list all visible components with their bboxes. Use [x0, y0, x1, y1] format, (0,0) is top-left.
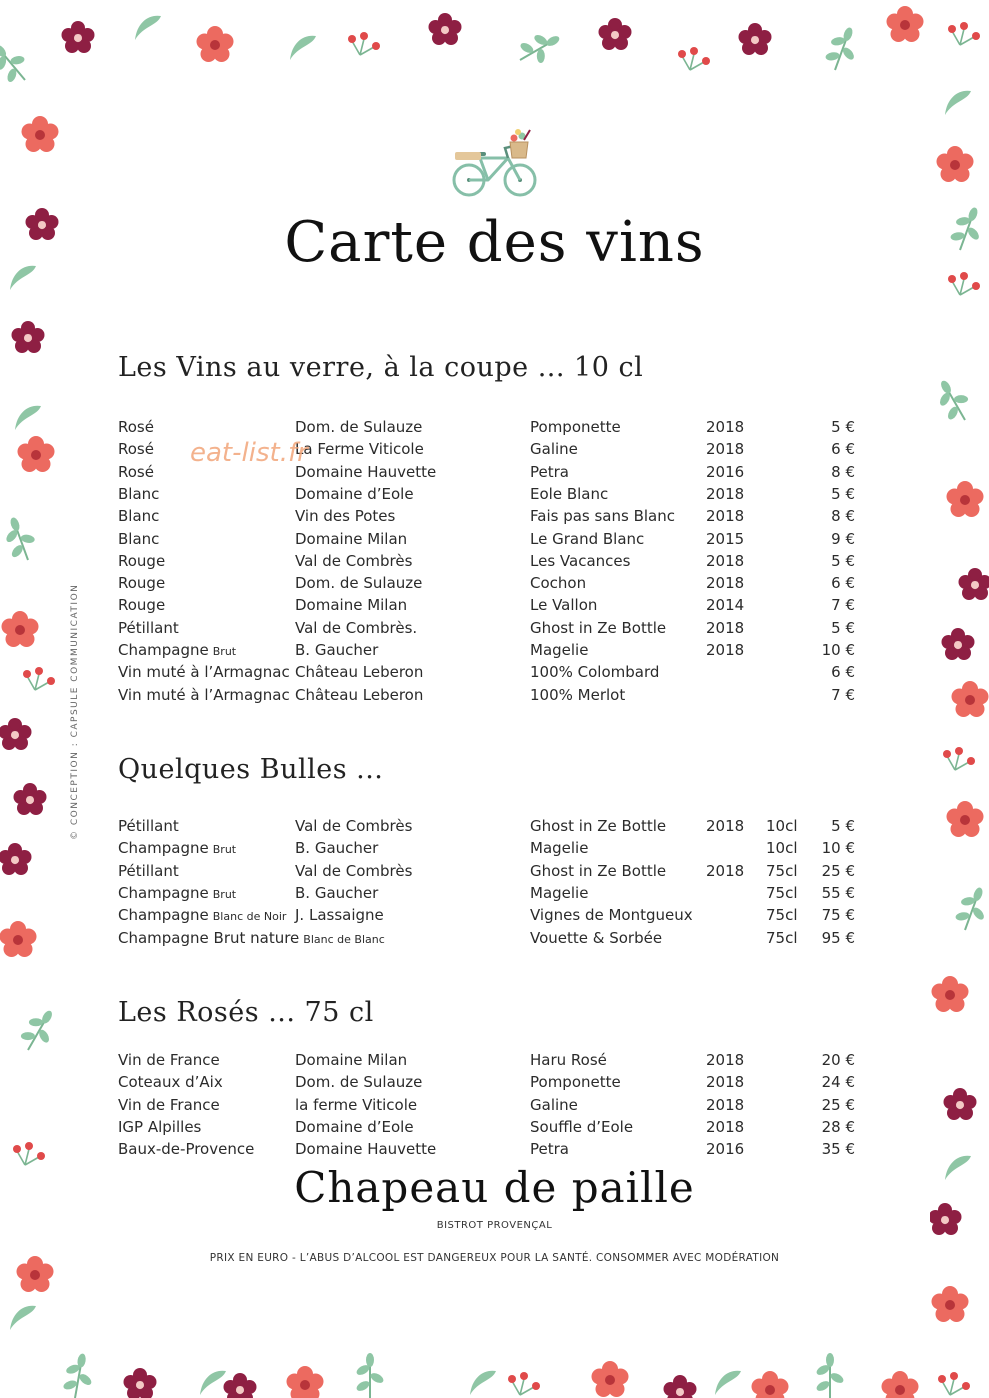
wine-price: 6 € [831, 663, 855, 682]
wine-cuvee: Galine [530, 1095, 578, 1114]
wine-type [118, 596, 165, 614]
wine-cuvee: Petra [530, 462, 569, 481]
wine-cuvee: Vignes de Montgueux [530, 906, 693, 925]
wine-type-label: Pétillant [118, 861, 179, 880]
wine-type-label: Rosé [118, 440, 154, 459]
wine-type [118, 1118, 201, 1136]
wine-row [0, 552, 989, 574]
wine-type-label: Champagne [118, 906, 209, 925]
wine-type [118, 686, 290, 704]
wine-price: 9 € [831, 529, 855, 548]
wine-type-label: Rouge [118, 551, 166, 570]
wine-domain: B. Gaucher [295, 883, 379, 902]
wine-type-label: Rouge [118, 596, 166, 615]
wine-row [0, 463, 989, 485]
wine-type [118, 619, 179, 637]
wine-domain: J. Lassaigne [295, 906, 384, 925]
wine-cuvee: 100% Colombard [530, 663, 660, 682]
wine-cuvee: Fais pas sans Blanc [530, 507, 675, 526]
wine-type-label: Vin muté à l’Armagnac [118, 663, 290, 682]
wine-price: 10 € [821, 641, 855, 659]
wine-cuvee: 100% Merlot [530, 685, 626, 704]
wine-domain: Dom. de Sulauze [295, 1073, 423, 1092]
page-title: Carte des vins [284, 210, 705, 275]
wine-cuvee: Les Vacances [530, 551, 631, 570]
wine-price: 24 € [821, 1073, 855, 1092]
wine-cuvee: Magelie [530, 641, 589, 659]
wine-domain: Domaine Hauvette [295, 462, 437, 481]
wine-cuvee: Pomponette [530, 418, 621, 436]
wine-price: 55 € [821, 883, 855, 902]
wine-price: 8 € [831, 507, 855, 526]
wine-row [0, 1140, 989, 1162]
wine-type-label: Vin de France [118, 1095, 220, 1114]
wine-year: 2014 [706, 596, 745, 615]
wine-year: 2018 [706, 440, 745, 459]
wine-type-label: IGP Alpilles [118, 1117, 202, 1136]
wine-domain: la ferme Viticole [295, 1095, 418, 1114]
wine-year: 2018 [706, 817, 745, 835]
wine-price: 5 € [831, 551, 855, 570]
wine-type [118, 817, 179, 835]
wine-domain: Château Leberon [295, 663, 424, 682]
wine-domain: Dom. de Sulauze [295, 574, 423, 593]
wine-type-label: Rosé [118, 462, 154, 481]
wine-type [118, 574, 165, 592]
wine-row [0, 1051, 989, 1073]
wine-row [0, 485, 989, 507]
bicycle-illustration [450, 128, 540, 203]
wine-price: 10 € [821, 839, 855, 858]
wine-type [118, 463, 154, 481]
wine-year: 2018 [706, 484, 745, 503]
wine-cuvee: Souffle d’Eole [530, 1117, 634, 1136]
wine-cuvee: Vouette & Sorbée [530, 928, 663, 947]
wine-row [0, 507, 989, 529]
section-title: Quelques Bulles ... [118, 754, 384, 785]
wine-row [0, 596, 989, 618]
wine-row [0, 641, 989, 663]
wine-domain: La Ferme Viticole [295, 440, 424, 459]
wine-type [118, 929, 385, 947]
wine-domain: Domaine d’Eole [295, 1117, 414, 1136]
wine-year: 2018 [706, 418, 745, 436]
wine-year: 2018 [706, 618, 745, 637]
wine-type [118, 906, 286, 924]
wine-price: 5 € [831, 618, 855, 637]
wine-price: 25 € [821, 861, 855, 880]
wine-type-label: Champagne [118, 839, 209, 858]
wine-type [118, 1073, 223, 1091]
wine-year: 2018 [706, 861, 745, 880]
wine-row [0, 906, 989, 928]
wine-volume: 75cl [766, 861, 798, 880]
wine-row [0, 929, 989, 951]
wine-price: 5 € [831, 817, 855, 835]
wine-type [118, 485, 159, 503]
wine-price: 95 € [821, 928, 855, 947]
wine-cuvee: Pomponette [530, 1073, 621, 1092]
wine-domain: Domaine Milan [295, 596, 408, 615]
wine-cuvee: Le Vallon [530, 596, 598, 615]
wine-domain: Domaine Milan [295, 1051, 408, 1069]
design-credit: © CONCEPTION : CAPSULE COMMUNICATION [70, 583, 80, 840]
wine-type-label: Champagne Brut nature [118, 928, 300, 947]
wine-type [118, 884, 236, 902]
wine-type-note: Brut [212, 645, 237, 658]
wine-type-note: Blanc de Blanc [303, 932, 385, 946]
wine-cuvee: Le Grand Blanc [530, 529, 645, 548]
wine-type [118, 1051, 220, 1069]
wine-row [0, 530, 989, 552]
wine-volume: 10cl [766, 839, 798, 858]
wine-domain: Val de Combrès [295, 551, 413, 570]
wine-row [0, 663, 989, 685]
wine-row [0, 884, 989, 906]
wine-type-label: Pétillant [118, 817, 179, 835]
wine-domain: B. Gaucher [295, 641, 379, 659]
wine-year: 2018 [706, 551, 745, 570]
wine-year: 2018 [706, 574, 745, 593]
wine-type [118, 440, 154, 458]
wine-row [0, 619, 989, 641]
wine-price: 35 € [821, 1140, 855, 1159]
wine-price: 28 € [821, 1117, 855, 1136]
wine-volume: 75cl [766, 906, 798, 925]
wine-cuvee: Ghost in Ze Bottle [530, 618, 667, 637]
wine-type-label: Pétillant [118, 618, 179, 637]
wine-domain: Dom. de Sulauze [295, 418, 423, 436]
wine-price: 7 € [831, 685, 855, 704]
wine-row [0, 574, 989, 596]
wine-row [0, 1096, 989, 1118]
wine-cuvee: Magelie [530, 883, 589, 902]
wine-domain: B. Gaucher [295, 839, 379, 858]
wine-volume: 75cl [766, 928, 798, 947]
wine-cuvee: Galine [530, 440, 578, 459]
wine-type [118, 418, 154, 436]
watermark: eat-list.fr [190, 438, 308, 468]
wine-type [118, 507, 159, 525]
wine-type-label: Rouge [118, 574, 166, 593]
wine-year: 2018 [706, 1073, 745, 1092]
wine-price: 8 € [831, 462, 855, 481]
wine-price: 75 € [821, 906, 855, 925]
wine-year: 2018 [706, 507, 745, 526]
wine-year: 2018 [706, 1117, 745, 1136]
wine-row [0, 686, 989, 708]
wine-domain: Château Leberon [295, 685, 424, 704]
wine-row [0, 1118, 989, 1140]
wine-price: 5 € [831, 418, 855, 436]
wine-year: 2018 [706, 641, 745, 659]
wine-price: 25 € [821, 1095, 855, 1114]
wine-volume: 10cl [766, 817, 798, 835]
wine-cuvee: Magelie [530, 839, 589, 858]
section-title: Les Vins au verre, à la coupe ... 10 cl [118, 352, 644, 383]
wine-year: 2015 [706, 529, 745, 548]
wine-price: 5 € [831, 484, 855, 503]
wine-row [0, 839, 989, 861]
wine-price: 7 € [831, 596, 855, 615]
wine-type [118, 663, 290, 681]
wine-type-note: Brut [212, 843, 237, 857]
wine-cuvee: Petra [530, 1140, 569, 1159]
wine-row [0, 1073, 989, 1095]
wine-price: 6 € [831, 440, 855, 459]
wine-domain: Val de Combrès. [295, 618, 418, 637]
wine-domain: Domaine Milan [295, 529, 408, 548]
wine-domain: Val de Combrès [295, 817, 413, 835]
wine-cuvee: Eole Blanc [530, 484, 609, 503]
wine-price: 6 € [831, 574, 855, 593]
wine-type [118, 1140, 254, 1158]
wine-cuvee: Cochon [530, 574, 587, 593]
wine-type-label: Coteaux d’Aix [118, 1073, 223, 1092]
wine-row [0, 862, 989, 884]
wine-type-label: Champagne [118, 883, 209, 902]
wine-type-label: Rosé [118, 418, 154, 436]
wine-cuvee: Haru Rosé [530, 1051, 607, 1069]
wine-type-note: Brut [212, 887, 237, 901]
wine-type [118, 862, 179, 880]
wine-type-label: Vin de France [118, 1051, 220, 1069]
wine-type-note: Blanc de Noir [212, 910, 287, 924]
wine-domain: Vin des Potes [295, 507, 396, 526]
wine-row [0, 418, 989, 440]
wine-year: 2016 [706, 1140, 745, 1159]
wine-year: 2018 [706, 1095, 745, 1114]
footer-notice: PRIX EN EURO - L’ABUS D’ALCOOL EST DANGEREUX POUR LA SANTÉ. CONSOMMER AVEC MODÉRATION [209, 1252, 780, 1264]
wine-type [118, 1096, 220, 1114]
wine-volume: 75cl [766, 883, 798, 902]
wine-type [118, 641, 236, 659]
wine-cuvee: Ghost in Ze Bottle [530, 817, 667, 835]
wine-row [0, 817, 989, 839]
wine-year: 2016 [706, 462, 745, 481]
wine-type-label: Blanc [118, 484, 160, 503]
wine-year: 2018 [706, 1051, 745, 1069]
wine-row [0, 440, 989, 462]
restaurant-name: Chapeau de paille [294, 1163, 695, 1212]
wine-type [118, 530, 159, 548]
wine-type [118, 552, 165, 570]
wine-type-label: Blanc [118, 529, 160, 548]
wine-type-label: Baux-de-Provence [118, 1140, 255, 1159]
wine-price: 20 € [821, 1051, 855, 1069]
wine-type-label: Champagne [118, 641, 209, 659]
wine-cuvee: Ghost in Ze Bottle [530, 861, 667, 880]
restaurant-subtitle: BISTROT PROVENÇAL [436, 1220, 553, 1231]
wine-type-label: Vin muté à l’Armagnac [118, 685, 290, 704]
wine-domain: Domaine d’Eole [295, 484, 414, 503]
wine-type [118, 839, 236, 857]
section-title: Les Rosés ... 75 cl [118, 997, 374, 1028]
wine-domain: Domaine Hauvette [295, 1140, 437, 1159]
wine-domain: Val de Combrès [295, 861, 413, 880]
wine-type-label: Blanc [118, 507, 160, 526]
